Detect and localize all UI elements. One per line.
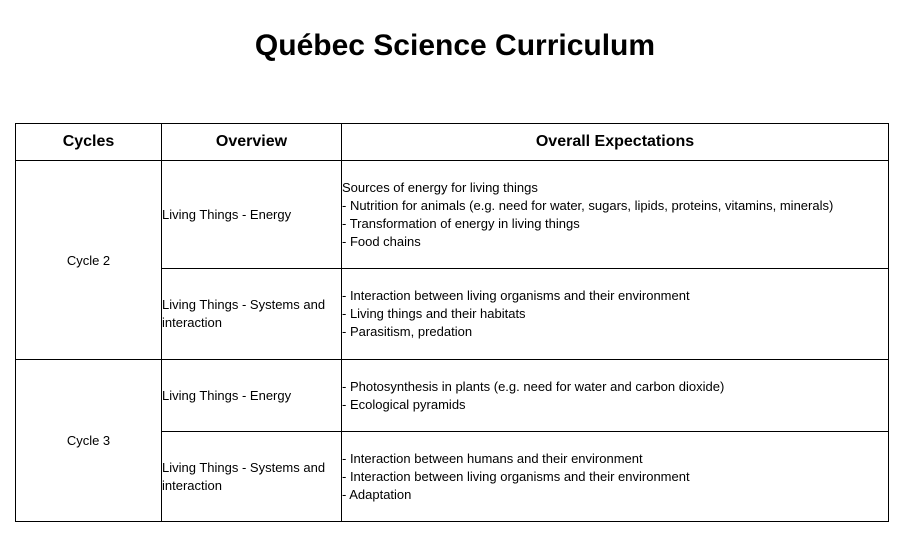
curriculum-table — [15, 123, 889, 522]
expectation-line: - Interaction between living organisms and their environment — [342, 468, 690, 484]
header-cycles: Cycles — [16, 124, 162, 161]
expectation-line: - Nutrition for animals (e.g. need for water, sugars, lipids, proteins, vitamins, minerals) — [342, 197, 834, 213]
expectations-cell — [342, 269, 889, 360]
expectations-cell — [342, 161, 889, 269]
expectation-line: - Adaptation — [342, 486, 412, 502]
expectation-line: - Photosynthesis in plants (e.g. need for water and carbon dioxide) — [342, 378, 725, 394]
expectations-cell — [342, 432, 889, 522]
cycle-cell: Cycle 3 — [16, 360, 162, 522]
header-overview: Overview — [162, 124, 342, 161]
overview-cell: Living Things - Systems and interaction — [162, 269, 342, 360]
table-header-row — [16, 124, 889, 161]
page-title: Québec Science Curriculum — [254, 29, 656, 62]
expectation-line: - Ecological pyramids — [342, 396, 466, 412]
table-row — [16, 161, 889, 269]
overview-cell: Living Things - Energy — [162, 360, 342, 432]
expectation-line: - Food chains — [342, 233, 421, 249]
expectation-line: Sources of energy for living things — [342, 179, 538, 195]
cycle-cell: Cycle 2 — [16, 161, 162, 360]
overview-cell: Living Things - Energy — [162, 161, 342, 269]
table-row — [16, 360, 889, 432]
expectation-line: - Parasitism, predation — [342, 324, 473, 339]
expectations-cell — [342, 360, 889, 432]
expectation-line: - Interaction between humans and their environment — [342, 450, 643, 466]
expectation-line: - Transformation of energy in living things — [342, 215, 580, 231]
expectation-line: - Living things and their habitats — [342, 306, 526, 321]
overview-cell: Living Things - Systems and interaction — [162, 432, 342, 522]
expectation-line: - Interaction between living organisms and their environment — [342, 288, 690, 303]
header-overall-expectations: Overall Expectations — [342, 124, 889, 161]
